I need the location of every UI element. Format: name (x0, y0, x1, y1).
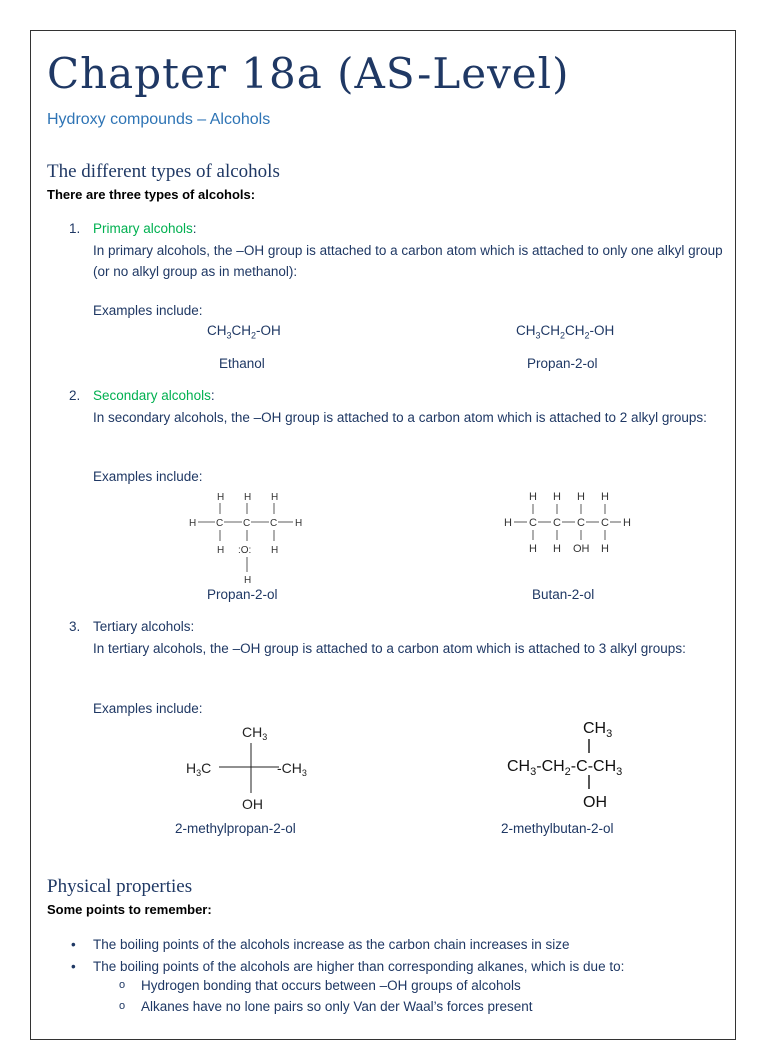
tertiary-name: Tertiary alcohols: (93, 619, 195, 634)
atom-h: H (577, 491, 585, 503)
atom-h: H (217, 492, 225, 503)
tertiary-examples-label: Examples include: (93, 701, 203, 716)
section-heading-physical: Physical properties (47, 876, 193, 897)
secondary-colon: : (210, 388, 215, 403)
atom-h: H (271, 545, 279, 556)
tertiary-example-2-name: 2-methylbutan-2-ol (501, 821, 614, 836)
atom-h: H (623, 517, 631, 529)
list-number-2: 2. (69, 388, 81, 403)
page-title: Chapter 18a (AS-Level) (47, 49, 570, 98)
atom-c: C (601, 517, 609, 529)
formula-ethanol: $CH_3CH_2-OH$ (207, 323, 281, 341)
subbullet-circle: o (119, 979, 126, 991)
propan-2-ol-structure (181, 486, 321, 586)
atom-h: H (295, 518, 303, 529)
secondary-example-2-name: Butan-2-ol (532, 587, 595, 602)
group-h3c: $H_3C$ (186, 760, 212, 778)
secondary-examples-label: Examples include: (93, 469, 203, 484)
list-number-3: 3. (69, 619, 81, 634)
atom-h: H (601, 491, 609, 503)
atom-h: H (553, 491, 561, 503)
secondary-description: In secondary alcohols, the –OH group is attached to a carbon atom which is attached to 2 alkyl groups: (93, 410, 707, 425)
atom-h: H (244, 575, 252, 586)
atom-c: C (577, 517, 585, 529)
atom-h: H (271, 492, 279, 503)
secondary-name: Secondary alcohols (93, 388, 211, 403)
formula-propanol: $CH_3CH_2CH_2-OH$ (516, 323, 615, 341)
atom-h: H (553, 543, 561, 555)
primary-heading (93, 221, 197, 236)
primary-colon: : (192, 221, 197, 236)
atom-c: C (243, 518, 251, 529)
section-intro-types: There are three types of alcohols: (47, 187, 256, 202)
bullet-dot: • (71, 959, 76, 974)
primary-examples-label: Examples include: (93, 303, 203, 318)
section-heading-types: The different types of alcohols (47, 161, 280, 182)
atom-h: H (244, 492, 252, 503)
atom-o: :O: (238, 545, 252, 556)
group-ch3-top: $CH_3$ (242, 724, 268, 742)
methylbutanol-structure (503, 713, 653, 813)
primary-example-2-name: Propan-2-ol (527, 356, 598, 371)
atom-h: H (601, 543, 609, 555)
butan-2-ol-structure (501, 486, 651, 566)
bullet-item-1: The boiling points of the alcohols increase as the carbon chain increases in size (93, 937, 570, 952)
group-oh: OH (242, 796, 263, 812)
bullet-dot: • (71, 937, 76, 952)
atom-oh: OH (573, 543, 590, 555)
atom-h: H (217, 545, 225, 556)
document-page (30, 30, 736, 1040)
group-ch3-top: $CH_3$ (583, 720, 613, 740)
main-chain: $CH_3-CH_2-C-CH_3$ (507, 758, 623, 778)
atom-c: C (529, 517, 537, 529)
secondary-heading (93, 388, 215, 403)
atom-c: C (270, 518, 278, 529)
atom-c: C (216, 518, 224, 529)
atom-h: H (189, 518, 197, 529)
list-number-1: 1. (69, 221, 81, 236)
primary-example-1-name: Ethanol (219, 356, 265, 371)
tertiary-example-1-name: 2-methylpropan-2-ol (175, 821, 296, 836)
subbullet-circle: o (119, 1000, 126, 1012)
section-intro-physical: Some points to remember: (47, 902, 212, 917)
atom-h: H (529, 491, 537, 503)
group-oh: OH (583, 794, 607, 811)
primary-description: In primary alcohols, the –OH group is attached to a carbon atom which is attached to only one alkyl group (or no alkyl group as in methanol): (93, 243, 723, 279)
atom-h: H (529, 543, 537, 555)
atom-h: H (504, 517, 512, 529)
group-ch3-right: $-CH_3$ (277, 760, 307, 778)
bullet-item-2: The boiling points of the alcohols are higher than corresponding alkanes, which is due to: (93, 959, 625, 974)
methylpropanol-structure (181, 721, 321, 813)
subbullet-item-2: Alkanes have no lone pairs so only Van der Waal’s forces present (141, 999, 533, 1014)
subbullet-item-1: Hydrogen bonding that occurs between –OH groups of alcohols (141, 978, 521, 993)
page-subtitle: Hydroxy compounds – Alcohols (47, 111, 271, 128)
secondary-example-1-name: Propan-2-ol (207, 587, 278, 602)
primary-name: Primary alcohols (93, 221, 193, 236)
atom-c: C (553, 517, 561, 529)
tertiary-description: In tertiary alcohols, the –OH group is attached to a carbon atom which is attached to 3 alkyl groups: (93, 641, 686, 656)
